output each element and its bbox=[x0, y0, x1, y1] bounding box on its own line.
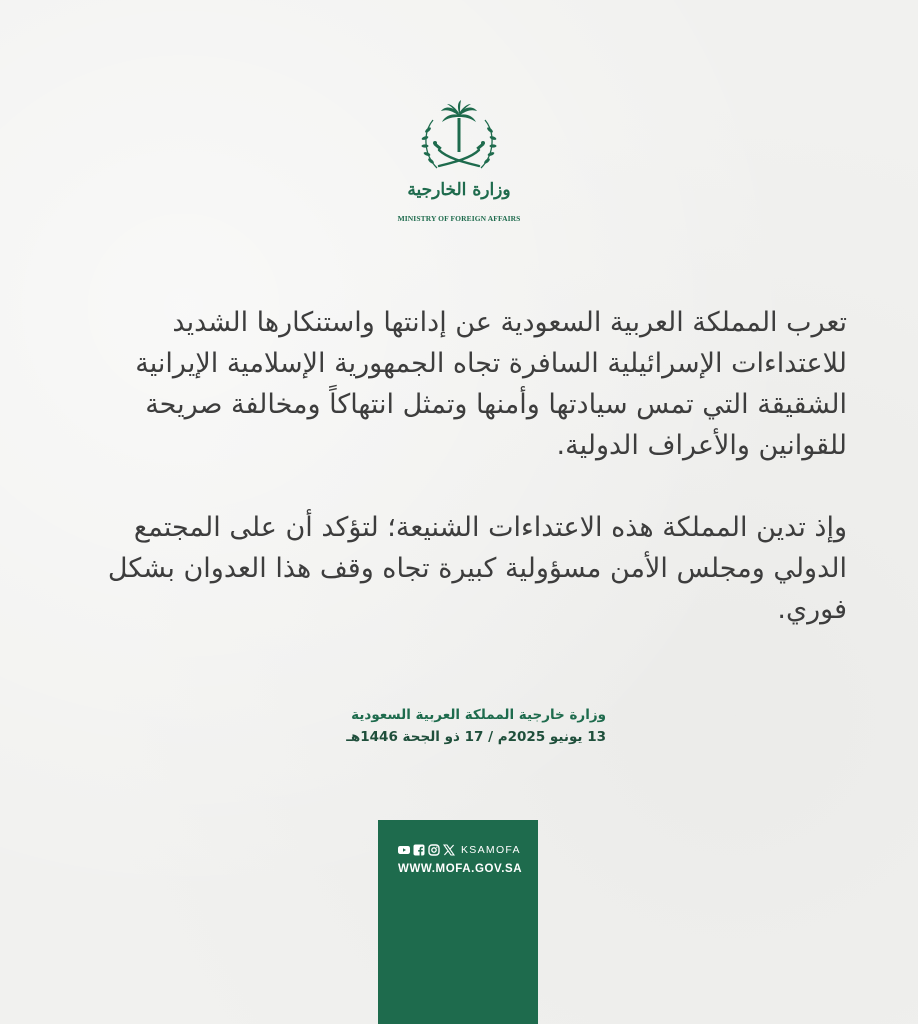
ministry-logo bbox=[392, 100, 526, 228]
social-links-row bbox=[398, 843, 521, 857]
social-handle[interactable]: KSAMOFA bbox=[461, 844, 521, 856]
signature-block bbox=[300, 704, 606, 748]
facebook-icon[interactable] bbox=[413, 844, 425, 856]
footer-contact-box bbox=[378, 820, 538, 1024]
statement-paragraph-1: تعرب المملكة العربية السعودية عن إدانتها واستنكارها الشديد للاعتداءات الإسرائيلية السافرة تجاه الجمهورية الإسلامية الإيرانية الشقيقة التي تمس سيادتها وأمنها وتمثل انتهاكاً ومخالفة صريحة للقوانين والأعراف الدولية. bbox=[135, 307, 847, 461]
statement-paragraph-2: وإذ تدين المملكة هذه الاعتداءات الشنيعة؛ لتؤكد أن على المجتمع الدولي ومجلس الأمن مسؤولية كبيرة تجاه وقف هذا العدوان بشكل فوري. bbox=[107, 512, 847, 625]
signature-name: وزارة خارجية المملكة العربية السعودية bbox=[351, 707, 606, 723]
instagram-icon[interactable] bbox=[428, 844, 440, 856]
saudi-emblem-palm-swords-icon bbox=[417, 100, 501, 178]
signature-date: 13 يونيو 2025م / 17 ذو الجحة 1446هـ bbox=[346, 729, 606, 745]
website-link[interactable]: WWW.MOFA.GOV.SA bbox=[398, 863, 523, 875]
youtube-icon[interactable] bbox=[398, 844, 410, 856]
x-icon[interactable] bbox=[443, 844, 455, 856]
ministry-name-english: MINISTRY OF FOREIGN AFFAIRS bbox=[397, 214, 521, 223]
statement-body bbox=[70, 302, 847, 630]
ministry-name-arabic: وزارة الخارجية bbox=[407, 180, 511, 200]
